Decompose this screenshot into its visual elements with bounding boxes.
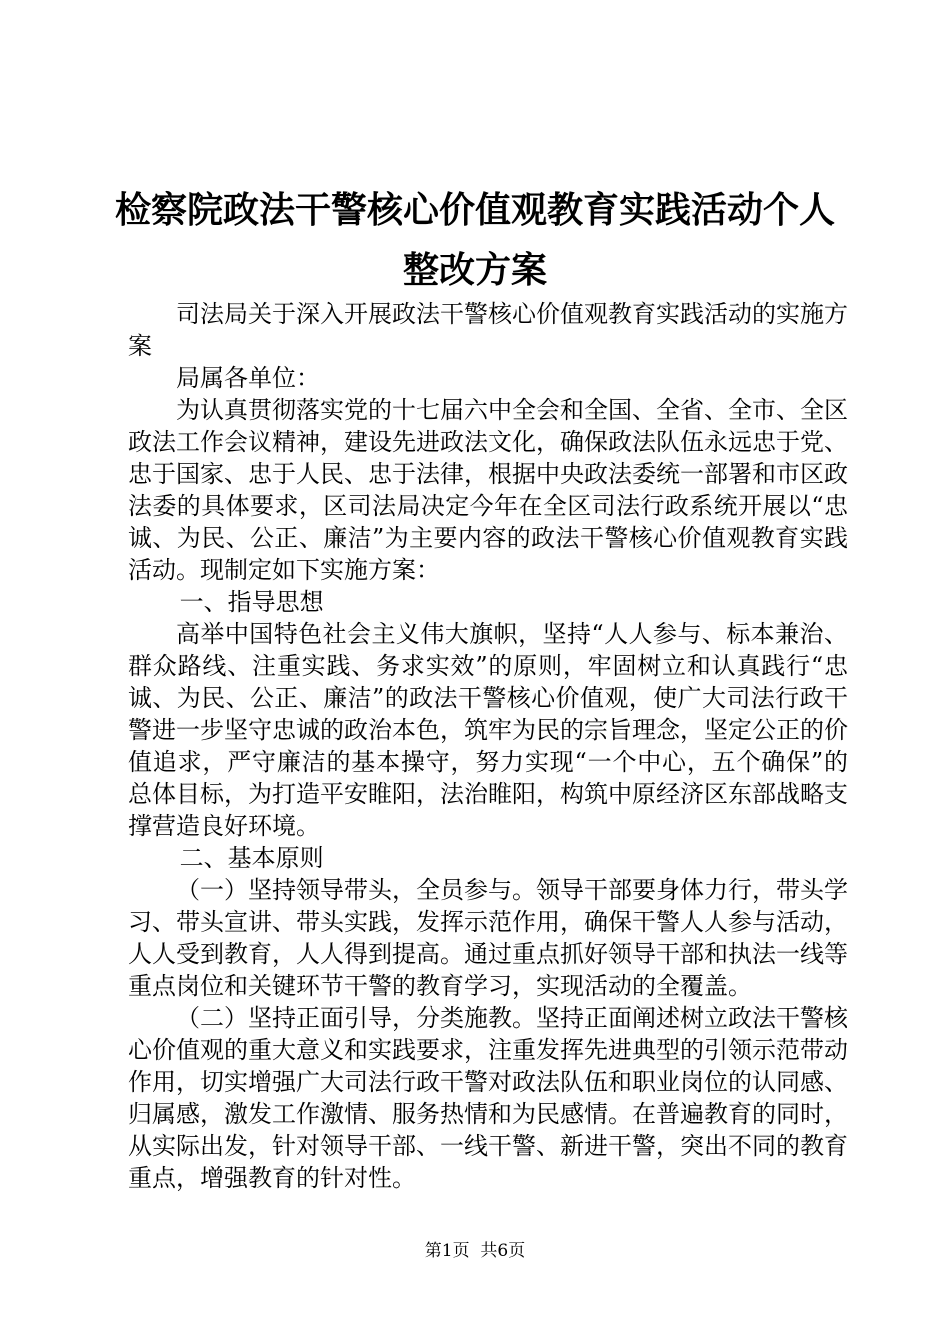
document-title-line-1: 检察院政法干警核心价值观教育实践活动个人	[114, 189, 835, 231]
document-body	[128, 298, 848, 1194]
salutation-paragraph: 局属各单位：	[176, 364, 320, 392]
guiding-thought-paragraph: 高举中国特色社会主义伟大旗帜，坚持“人人参与、标本兼治、群众路线、注重实践、务求实效”的原则，牢固树立和认真践行“忠诚、为民、公正、廉洁”的政法干警核心价值观，使广大司法行政干警进一步坚守忠诚的政治本色，筑牢为民的宗旨理念，坚定公正的价值追求，严守廉洁的基本操守，努力实现“一个中心，五个确保”的总体目标，为打造平安睢阳，法治睢阳，构筑中原经济区东部战略支撑营造良好环境。	[128, 620, 848, 840]
principle-two-paragraph: （二）坚持正面引导，分类施教。坚持正面阐述树立政法干警核心价值观的重大意义和实践要求，注重发挥先进典型的引领示范带动作用，切实增强广大司法行政干警对政法队伍和职业岗位的认同感、归属感，激发工作激情、服务热情和为民感情。在普遍教育的同时，从实际出发，针对领导干部、一线干警、新进干警，突出不同的教育重点，增强教育的针对性。	[128, 1004, 848, 1192]
document-title-line-2: 整改方案	[402, 249, 547, 291]
intro-paragraph: 为认真贯彻落实党的十七届六中全会和全国、全省、全市、全区政法工作会议精神，建设先进政法文化，确保政法队伍永远忠于党、忠于国家、忠于人民、忠于法律，根据中央政法委统一部署和市区政法委的具体要求，区司法局决定今年在全区司法行政系统开展以“忠诚、为民、公正、廉洁”为主要内容的政法干警核心价值观教育实践活动。现制定如下实施方案：	[128, 396, 848, 584]
section-heading-guiding-thought: 一、指导思想	[179, 588, 324, 616]
page-number-footer: 第1页 共6页	[424, 1241, 526, 1261]
section-heading-basic-principles: 二、基本原则	[179, 844, 324, 872]
principle-one-paragraph: （一）坚持领导带头，全员参与。领导干部要身体力行，带头学习、带头宣讲、带头实践，发挥示范作用，确保干警人人参与活动，人人受到教育，人人得到提高。通过重点抓好领导干部和执法一线等重点岗位和关键环节干警的教育学习，实现活动的全覆盖。	[128, 876, 848, 1000]
subtitle-paragraph: 司法局关于深入开展政法干警核心价值观教育实践活动的实施方案	[128, 300, 848, 360]
